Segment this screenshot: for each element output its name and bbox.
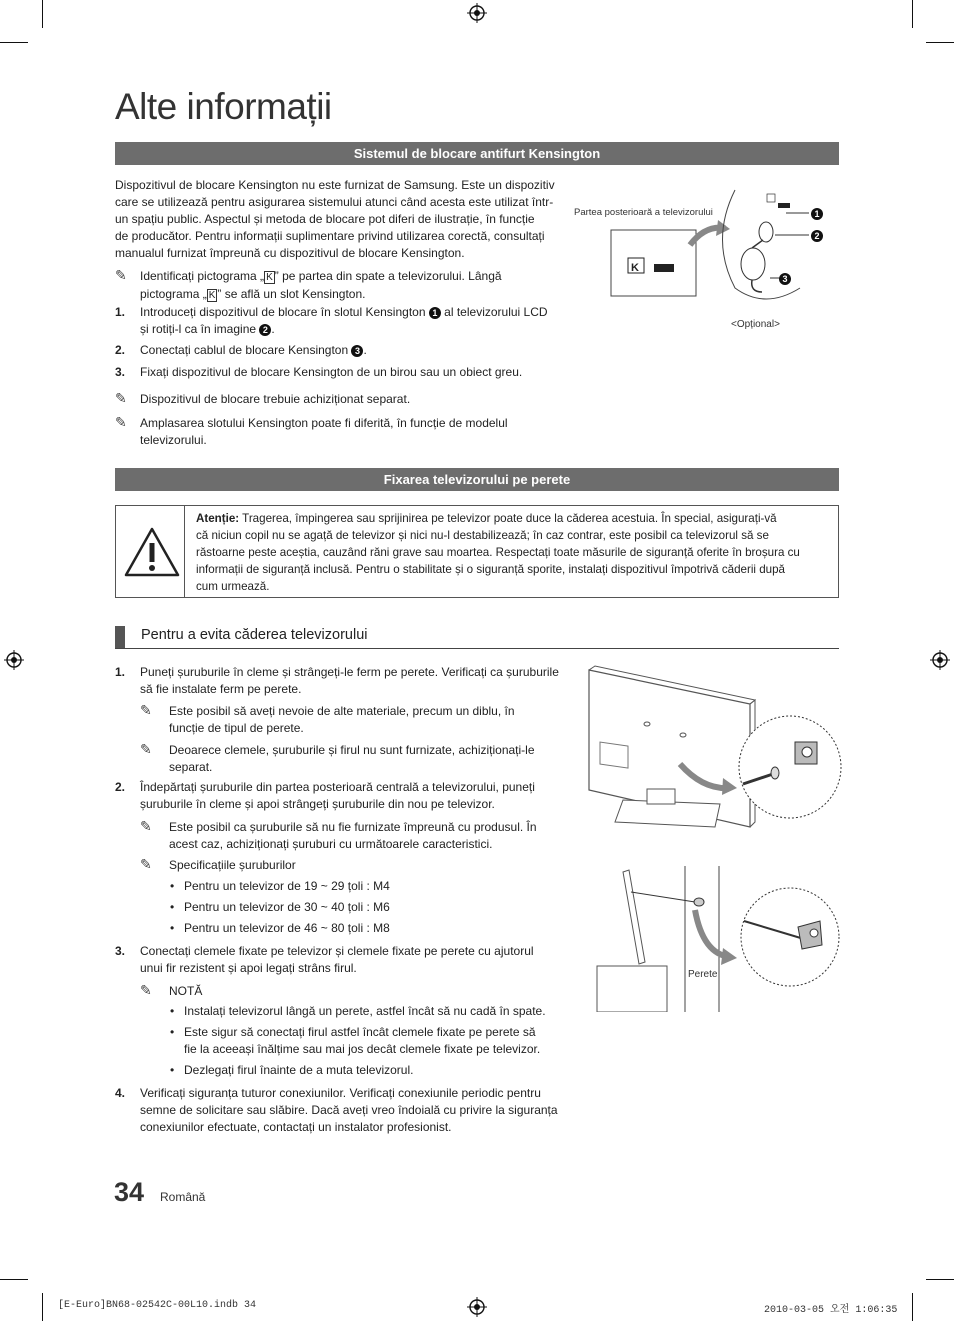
note-pencil-icon: ✎ (140, 702, 152, 718)
number-1-icon: 1 (429, 307, 441, 319)
crop-mark (0, 1279, 28, 1280)
number-2-icon: 2 (259, 324, 271, 336)
registration-mark-icon (467, 3, 487, 23)
kensington-intro: Dispozitivul de blocare Kensington nu este furnizat de Samsung. Este un dispozitiv care se utilizează pentru asigurarea sistemului atunci când acesta este utilizat într- un spațiu public. Aspectul și metoda de blocare pot diferi de ilustrație, în funcție de producător. Pentru informații suplimentare privind utilizarea corectă, consultați manualul furnizat împreună cu dispozitivul de blocare Kensington. (115, 178, 555, 260)
wall-step-1-note-1: ✎ Este posibil să aveți nevoie de alte materiale, precum un diblu, în funcție de tipul de perete. (140, 702, 515, 735)
kensington-icon: K (208, 290, 216, 301)
crop-mark (926, 42, 954, 43)
kensington-k-mark: K (631, 262, 639, 274)
crop-mark (42, 1293, 43, 1321)
note-bullet-list: • Instalați televizorul lângă un perete, astfel încât să nu cadă în spate. • Este sigur să conectați firul astfel încât clemele fixate pe perete să fie la aceeași înălțime sau mai jos decât clemele fixate pe televizor. • Dezlegați firul înainte de a muta televizorul. (170, 1004, 546, 1077)
page-title: Alte informații (115, 86, 332, 127)
figure-label-wall: Perete (688, 969, 718, 980)
wall-step-3: 3. Conectați clemele fixate pe televizor și clemele fixate pe perete cu ajutorul unui fir rezistent și apoi legați strâns firul. (115, 944, 534, 975)
note-pencil-icon: ✎ (115, 390, 127, 406)
note-pencil-icon: ✎ (140, 741, 152, 757)
section-header-wall: Fixarea televizorului pe perete (115, 468, 839, 491)
wall-step-1: 1. Puneți șuruburile în cleme și strângeți-le ferm pe perete. Verificați ca șuruburile să fie instalate ferm pe perete. (115, 665, 559, 696)
tv-wall-figure (595, 862, 745, 1012)
number-3-icon: 3 (351, 345, 363, 357)
page-number: 34 (114, 1177, 145, 1207)
note-pencil-icon: ✎ (140, 818, 152, 834)
number-3-icon: 3 (779, 273, 791, 285)
registration-mark-icon (4, 650, 24, 670)
kensington-icon: K (266, 272, 273, 283)
crop-mark (912, 0, 913, 28)
kensington-step-2: 2. Conectați cablul de blocare Kensington 3 . (115, 343, 367, 357)
number-2-icon: 2 (811, 230, 823, 242)
kensington-note-3: ✎ Amplasarea slotului Kensington poate fi diferită, în funcție de modelul televizorului. (115, 414, 508, 447)
warning-box: Atenție: Tragerea, împingerea sau sprijinirea pe televizor poate duce la căderea acestuia. În special, asigurați-vă că niciun copil nu se agață de televizor și nici nu-l destabilizează; în caz contrar, este posibil ca televizorul să se răstoarne peste aceștia, cauzând răni grave sau moartea. Respectați toate măsurile de siguranță oferite în broșura cu informații de siguranță inclusă. Pentru o stabilitate și o siguranță sporite, instalați dispozitivul împotrivă căderii după cum urmează. (115, 505, 839, 598)
wall-step-2-note-2: ✎ Specificațiile șuruburilor (140, 856, 296, 872)
wire-clamp-detail-figure (738, 885, 843, 990)
wall-step-3-note: ✎ NOTĂ (140, 982, 203, 998)
figure-label-back: Partea posterioară a televizorului (574, 207, 713, 218)
kensington-note-2: ✎ Dispozitivul de blocare trebuie achiziționat separat. (115, 390, 411, 406)
crop-mark (42, 0, 43, 28)
clamp-detail-figure (735, 712, 845, 822)
registration-mark-icon (930, 650, 950, 670)
kensington-note-1: ✎ Identificați pictograma „ K ” pe partea din spate a televizorului. Lângă pictograma „ K ” se află un slot Kensington. (115, 267, 502, 301)
figure-label-optional: <Opțional> (731, 319, 780, 330)
warning-triangle-icon (124, 526, 180, 578)
kensington-step-3: 3. Fixați dispozitivul de blocare Kensington de un birou sau un obiect greu. (115, 365, 523, 379)
footer-file-info: [E-Euro]BN68-02542C-00L10.indb 34 (58, 1300, 257, 1311)
footer-date: 2010-03-05 오전 1:06:35 (764, 1305, 898, 1316)
section-header-kensington: Sistemul de blocare antifurt Kensington (115, 142, 839, 165)
crop-mark (912, 1293, 913, 1321)
note-pencil-icon: ✎ (140, 856, 152, 872)
subsection-header: Pentru a evita căderea televizorului (115, 626, 839, 649)
number-1-icon: 1 (811, 208, 823, 220)
note-pencil-icon: ✎ (140, 982, 152, 998)
crop-mark (0, 42, 28, 43)
kensington-step-1: 1. Introduceți dispozitivul de blocare în slotul Kensington 1 al televizorului LCD și rotiți-l ca în imagine 2 . (115, 305, 548, 336)
registration-mark-icon (467, 1297, 487, 1317)
note-pencil-icon: ✎ (115, 267, 127, 283)
crop-mark (926, 1279, 954, 1280)
page-language: Română (160, 1190, 206, 1204)
wall-step-4: 4. Verificați siguranța tuturor conexiunilor. Verificați conexiunile periodic pentru semne de solicitare sau slăbire. Dacă aveți vreo îndoială cu privire la siguranța conexiunilor efectuate, contactați un instalator profesionist. (115, 1086, 558, 1134)
note-pencil-icon: ✎ (115, 414, 127, 430)
kensington-figure (600, 180, 840, 310)
wall-step-2-note-1: ✎ Este posibil ca șuruburile să nu fie furnizate împreună cu produsul. În acest caz, achiziționați șuruburi cu următoarele caracteristici. (140, 818, 537, 851)
screw-spec-list: • Pentru un televizor de 19 ~ 29 țoli : M4 • Pentru un televizor de 30 ~ 40 țoli : M6 • Pentru un televizor de 46 ~ 80 țoli : M8 (170, 879, 390, 935)
wall-step-1-note-2: ✎ Deoarece clemele, șuruburile și firul nu sunt furnizate, achiziționați-le separat. (140, 741, 535, 774)
warning-label: Atenție: (196, 512, 240, 525)
wall-step-2: 2. Îndepărtați șuruburile din partea posterioară centrală a televizorului, puneți șuruburile în cleme și apoi strângeți șuruburile din nou pe televizor. (115, 780, 535, 811)
